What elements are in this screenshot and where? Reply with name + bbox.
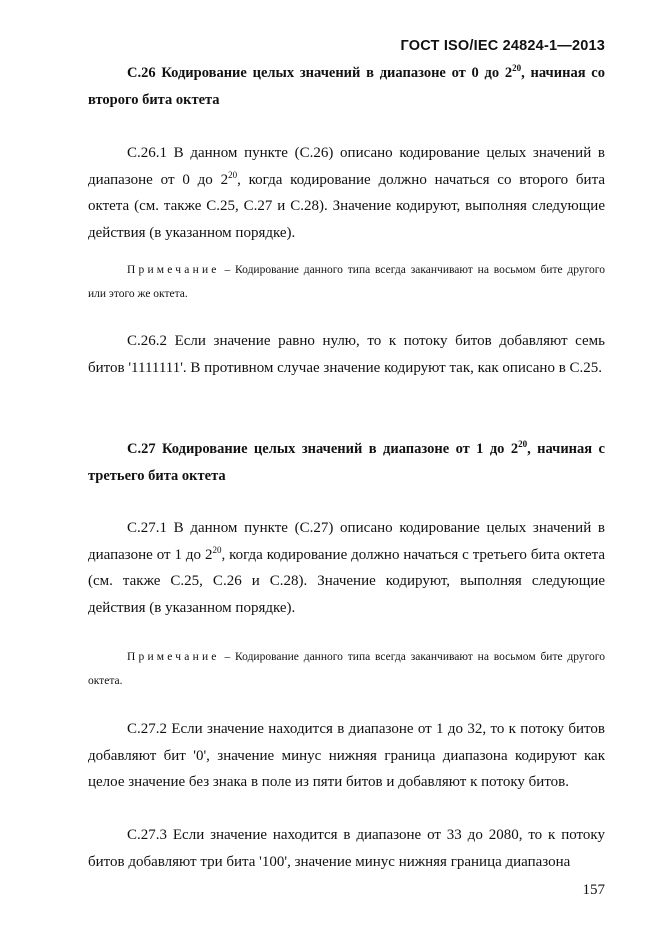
exponent: 20 [228, 169, 238, 180]
paragraph-text: С.26.1 В данном пункте (С.26) описано кодирование целых значений в диапазоне от 0 до 2 [88, 145, 605, 188]
note-c27 [88, 645, 605, 693]
paragraph-c27-1 [88, 515, 605, 621]
paragraph-text: С.27.1 В данном пункте (С.27) описано кодирование целых значений в диапазоне от 1 до 2 [88, 520, 605, 563]
note-label: Примечание [127, 651, 220, 663]
section-c27-heading [88, 436, 605, 490]
page-number: 157 [582, 882, 605, 898]
section-c26-heading [88, 60, 605, 114]
note-label: Примечание [127, 264, 220, 276]
note-c26 [88, 258, 605, 306]
exponent: 20 [518, 439, 528, 449]
heading-text-end: , начиная со второго бита октета [88, 65, 605, 108]
exponent: 20 [512, 63, 522, 73]
note-text: – Кодирование данного типа всегда заканчивают на восьмом бите другого или этого же октета. [88, 264, 605, 300]
paragraph-text-end: , когда кодирование должно начаться со второго бита октета (см. также С.25, С.27 и С.28). Значение кодируют, выполняя следующие действия (в указанном порядке). [88, 171, 605, 241]
paragraph-c26-1 [88, 140, 605, 246]
note-text: – Кодирование данного типа всегда заканчивают на восьмом бите другого октета. [88, 651, 605, 687]
paragraph-c27-2: С.27.2 Если значение находится в диапазоне от 1 до 32, то к потоку битов добавляют бит '0', значение минус нижняя граница диапазона кодируют как целое значение без знака в поле из пяти битов и добавляют к потоку битов. [88, 721, 605, 790]
paragraph-c27-3: С.27.3 Если значение находится в диапазоне от 33 до 2080, то к потоку битов добавляют три бита '100', значение минус нижняя граница диапазона [88, 827, 605, 870]
paragraph-c26-2: С.26.2 Если значение равно нулю, то к потоку битов добавляют семь битов '1111111'. В противном случае значение кодируют так, как описано в С.25. [88, 333, 605, 376]
document-header: ГОСТ ISO/IEC 24824-1—2013 [400, 38, 605, 54]
heading-text: С.27 Кодирование целых значений в диапазоне от 1 до 2 [127, 441, 519, 457]
exponent: 20 [212, 544, 222, 555]
paragraph-text-end: , когда кодирование должно начаться с третьего бита октета (см. также С.25, С.26 и С.28). Значение кодируют, выполняя следующие действия (в указанном порядке). [88, 546, 605, 616]
heading-text: С.26 Кодирование целых значений в диапазоне от 0 до 2 [127, 65, 513, 81]
heading-text-end: , начиная с третьего бита октета [88, 441, 605, 484]
